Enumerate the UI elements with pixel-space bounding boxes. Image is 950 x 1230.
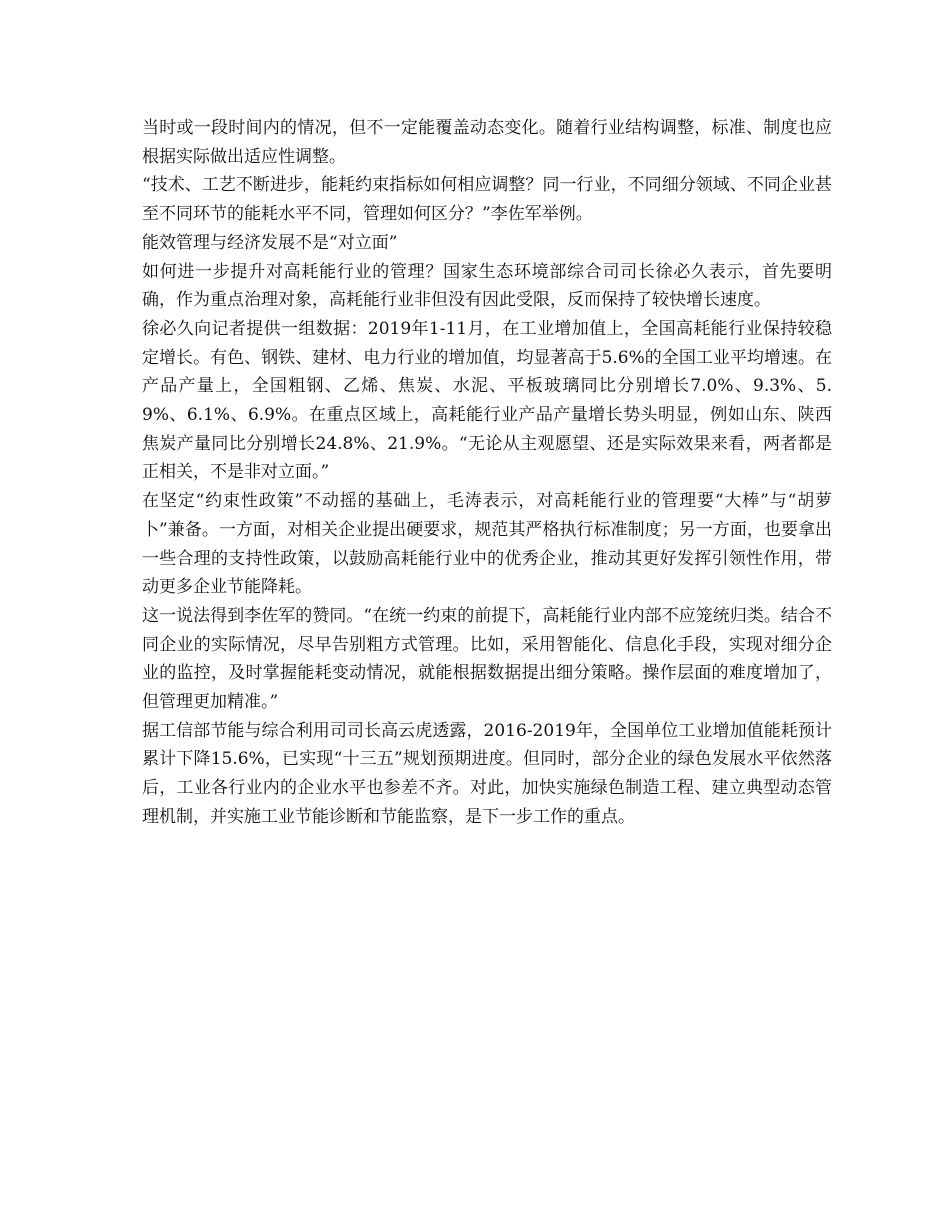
- paragraph-3: 如何进一步提升对高耗能行业的管理？国家生态环境部综合司司长徐必久表示，首先要明确，作为重点治理对象，高耗能行业非但没有因此受限，反而保持了较快增长速度。: [142, 261, 832, 311]
- paragraph-7: 据工信部节能与综合利用司司长高云虎透露，2016-2019年，全国单位工业增加值能耗预计累计下降15.6%，已实现“十三五”规划预期进度。但同时，部分企业的绿色发展水平依然落后，工业各行业内的企业水平也参差不齐。对此，加快实施绿色制造工程、建立典型动态管理机制，并实施工业节能诊断和节能监察，是下一步工作的重点。: [142, 720, 832, 827]
- paragraph-6: 这一说法得到李佐军的赞同。“在统一约束的前提下，高耗能行业内部不应笼统归类。结合不同企业的实际情况，尽早告别粗方式管理。比如，采用智能化、信息化手段，实现对细分企业的监控，及时掌握能耗变动情况，就能根据数据提出细分策略。操作层面的难度增加了，但管理更加精准。”: [142, 605, 832, 713]
- section-heading: 能效管理与经济发展不是“对立面”: [142, 232, 398, 253]
- paragraph-5: 在坚定“约束性政策”不动摇的基础上，毛涛表示，对高耗能行业的管理要“大棒”与“胡萝卜”兼备。一方面，对相关企业提出硬要求，规范其严格执行标准制度；另一方面，也要拿出一些合理的支持性政策，以鼓励高耗能行业中的优秀企业，推动其更好发挥引领性作用，带动更多企业节能降耗。: [142, 491, 832, 598]
- paragraph-2: “技术、工艺不断进步，能耗约束指标如何相应调整？同一行业，不同细分领域、不同企业甚至不同环节的能耗水平不同，管理如何区分？”李佐军举例。: [142, 175, 832, 225]
- paragraph-4: 徐必久向记者提供一组数据：2019年1-11月，在工业增加值上，全国高耗能行业保持较稳定增长。有色、钢铁、建材、电力行业的增加值，均显著高于5.6%的全国工业平均增速。在产品产量上，全国粗钢、乙烯、焦炭、水泥、平板玻璃同比分别增长7.0%、9.3%、5.9%、6.1%、6.9%。在重点区域上，高耗能行业产品产量增长势头明显，例如山东、陕西焦炭产量同比分别增长24.8%、21.9%。“无论从主观愿望、还是实际效果来看，两者都是正相关，不是非对立面。”: [142, 318, 832, 483]
- document-body: [142, 114, 832, 832]
- paragraph-1: 当时或一段时间内的情况，但不一定能覆盖动态变化。随着行业结构调整，标准、制度也应根据实际做出适应性调整。: [142, 118, 832, 167]
